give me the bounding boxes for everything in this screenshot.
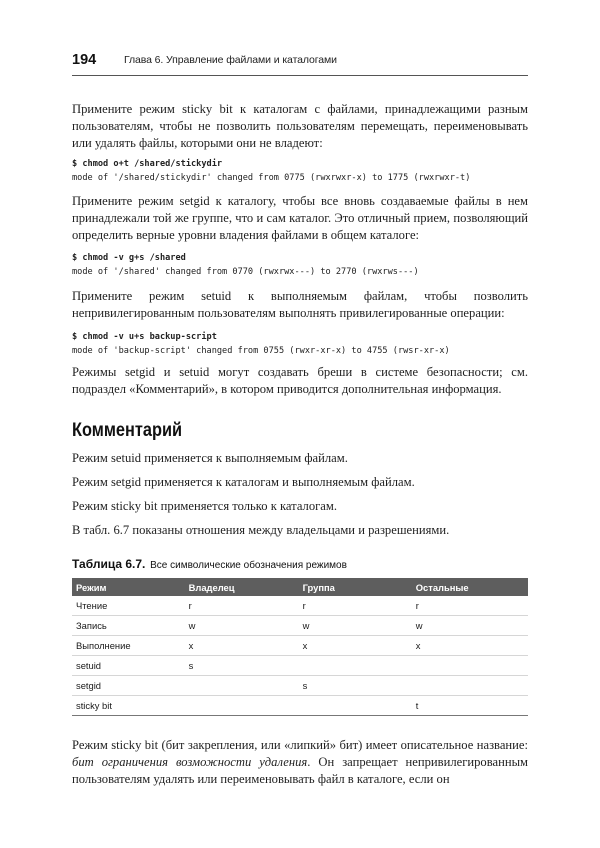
paragraph-setuid: Примените режим setuid к выполняемым файлам, чтобы позволить непривилегированным пользователям выполнять привилегированные операции: <box>72 289 528 320</box>
code-block-setuid <box>72 330 532 358</box>
paragraph-sticky-bit: Примените режим sticky bit к каталогам с файлами, принадлежащими разным пользователям, чтобы не позволить пользователям перемещать, переименовывать или удалять файлы, которыми они не владеют: <box>72 102 528 150</box>
table-cell: Выполнение <box>72 636 185 656</box>
table-cell: setgid <box>72 676 185 696</box>
table-cell: w <box>185 616 299 636</box>
running-head <box>72 52 528 74</box>
paragraph-security-note: Режимы setgid и setuid могут создавать бреши в системе безопасности; см. подраздел «Комментарий», в котором приводится дополнительная информация. <box>72 365 528 396</box>
paragraph-emphasis: бит ограничения возможности удаления <box>72 755 308 769</box>
table-row <box>72 676 528 696</box>
table-cell: sticky bit <box>72 696 185 716</box>
table-cell: w <box>299 616 412 636</box>
table-cell <box>412 656 528 676</box>
table-cell <box>299 656 412 676</box>
table-header-cell: Режим <box>72 578 185 596</box>
table-cell: r <box>299 596 412 616</box>
comment-line-sticky: Режим sticky bit применяется только к каталогам. <box>72 499 337 513</box>
code-output: mode of '/shared' changed from 0770 (rwxrwx---) to 2770 (rwxrws---) <box>72 267 419 277</box>
table-row <box>72 696 528 716</box>
comment-line-table-ref: В табл. 6.7 показаны отношения между владельцами и разрешениями. <box>72 523 450 537</box>
table-cell: x <box>185 636 299 656</box>
table-header-cell: Владелец <box>185 578 299 596</box>
code-block-sticky <box>72 157 532 185</box>
table-cell: w <box>412 616 528 636</box>
paragraph-text: Режим sticky bit (бит закрепления, или «липкий» бит) имеет описательное название: <box>72 738 528 752</box>
table-cell: r <box>185 596 299 616</box>
table-header-cell: Группа <box>299 578 412 596</box>
code-command: $ chmod o+t /shared/stickydir <box>72 159 223 169</box>
code-command: $ chmod -v g+s /shared <box>72 253 186 263</box>
table-cell <box>185 696 299 716</box>
chapter-title: Глава 6. Управление файлами и каталогами <box>124 54 337 66</box>
table-cell: s <box>299 676 412 696</box>
table-cell: setuid <box>72 656 185 676</box>
page-number: 194 <box>72 52 97 68</box>
table-cell: Чтение <box>72 596 185 616</box>
code-command: $ chmod -v u+s backup-script <box>72 332 217 342</box>
table-row <box>72 596 528 616</box>
table-cell: s <box>185 656 299 676</box>
section-heading: Комментарий <box>72 420 183 441</box>
table-cell: r <box>412 596 528 616</box>
table-header-cell: Остальные <box>412 578 528 596</box>
table-caption-text: Все символические обозначения режимов <box>150 560 347 571</box>
code-output: mode of 'backup-script' changed from 0755 (rwxr-xr-x) to 4755 (rwsr-xr-x) <box>72 346 450 356</box>
table-header-row <box>72 578 528 596</box>
table-cell: x <box>299 636 412 656</box>
modes-table <box>72 578 528 716</box>
header-rule <box>72 75 528 76</box>
table-cell <box>412 676 528 696</box>
table-row <box>72 656 528 676</box>
code-block-setgid <box>72 251 532 279</box>
table-row <box>72 636 528 656</box>
paragraph-text: . Он запрещает непривилегированным пользователям удалять или переименовывать файл в каталоге, если он <box>72 755 529 786</box>
paragraph-sticky-description <box>72 737 528 788</box>
table-cell <box>185 676 299 696</box>
table-row <box>72 616 528 636</box>
comment-line-setgid: Режим setgid применяется к каталогам и выполняемым файлам. <box>72 475 415 489</box>
table-cell: x <box>412 636 528 656</box>
table-cell <box>299 696 412 716</box>
table-cell: t <box>412 696 528 716</box>
table-caption-label: Таблица 6.7. <box>72 557 146 571</box>
table-cell: Запись <box>72 616 185 636</box>
paragraph-setgid: Примените режим setgid к каталогу, чтобы все вновь создаваемые файлы в нем принадлежали той же группе, что и сам каталог. Это отличный прием, позволяющий определить верные уровни владения файлами в общем каталоге: <box>72 194 528 242</box>
comment-line-setuid: Режим setuid применяется к выполняемым файлам. <box>72 451 348 465</box>
table-caption <box>72 557 347 571</box>
code-output: mode of '/shared/stickydir' changed from 0775 (rwxrwxr-x) to 1775 (rwxrwxr-t) <box>72 173 471 183</box>
